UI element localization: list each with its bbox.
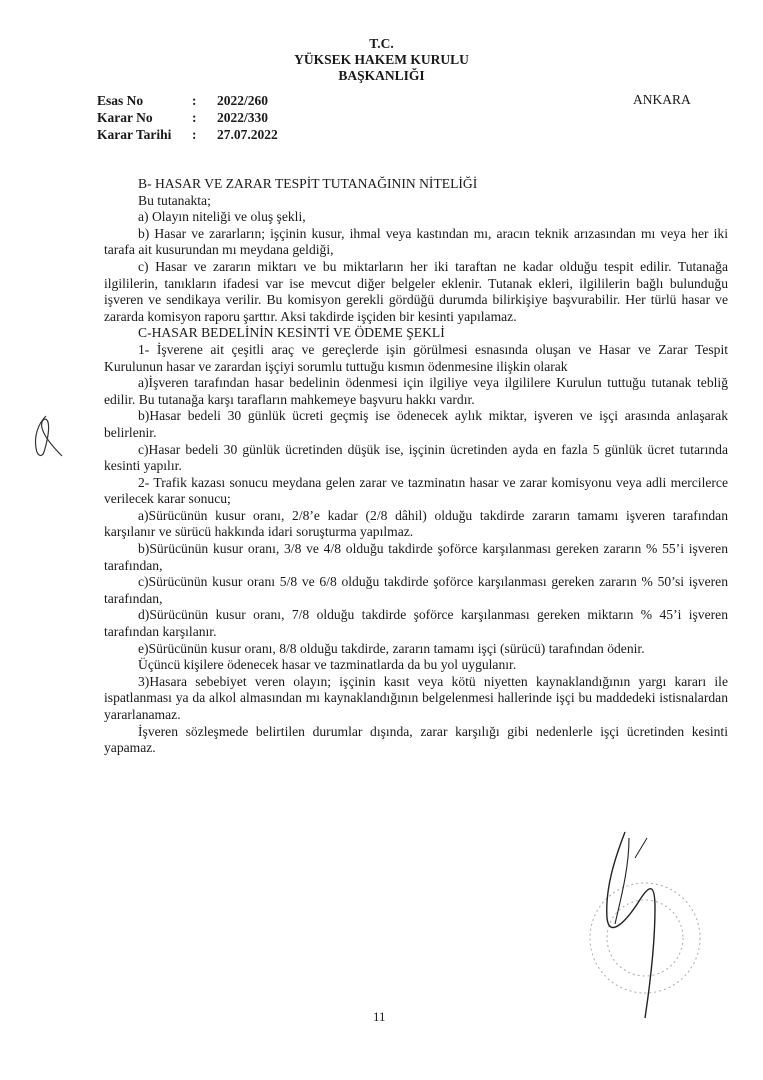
meta-value: 2022/260 [217,93,269,108]
margin-initial-signature [28,412,68,467]
meta-value: 2022/330 [217,110,269,125]
city: ANKARA [633,92,691,107]
paragraph: b) Hasar ve zararların; işçinin kusur, ihmal veya kastından mı, aracın teknik arızasından mı veya her iki tarafa ait kusurundan mı meydana geldiği, [104,225,728,258]
document-header [0,36,763,84]
meta-row-karar [97,109,278,126]
meta-colon: : [192,127,197,142]
paragraph: 2- Trafik kazası sonucu meydana gelen zarar ve tazminatın hasar ve zarar komisyonu veya adli mercilerce verilecek karar sonucu; [104,474,728,507]
paragraph: Bu tutanakta; [138,192,211,208]
paragraph: b)Hasar bedeli 30 günlük ücreti geçmiş ise ödenecek aylık miktar, işveren ve işçi arasında anlaşarak belirlenir. [104,408,728,440]
signature-with-stamp [585,828,715,1028]
paragraph: b)Sürücünün kusur oranı, 3/8 ve 4/8 olduğu takdirde şoförce karşılanması gereken zararın % 55’i işveren tarafından, [104,541,728,573]
meta-row-esas [97,92,278,109]
meta-row-tarih [97,126,278,143]
meta-label: Karar No [97,110,153,125]
paragraph: c)Hasar bedeli 30 günlük ücretinden düşük ise, işçinin ücretinden ayda en fazla 5 günlük ücret tutarında kesinti yapılır. [104,441,728,474]
meta-label: Esas No [97,93,144,108]
meta-value: 27.07.2022 [217,127,278,142]
meta-colon: : [192,93,197,108]
meta-label: Karar Tarihi [97,127,172,142]
header-institution: YÜKSEK HAKEM KURULU [294,52,469,67]
paragraph: c)Sürücünün kusur oranı 5/8 ve 6/8 olduğu takdirde şoförce karşılanması gereken zararın % 50’si işveren tarafından, [104,574,728,606]
section-heading: C-HASAR BEDELİNİN KESİNTİ VE ÖDEME ŞEKLİ [138,325,445,341]
paragraph: Üçüncü kişilere ödenecek hasar ve tazminatlarda da bu yol uygulanır. [138,657,517,673]
paragraph: a)İşveren tarafından hasar bedelinin ödenmesi için ilgiliye veya ilgililere Kurulun tuttuğu tutanak tebliğ edilir. Bu tutanağa karşı tarafların mahkemeye başvuru hakkı vardır. [104,375,728,407]
paragraph: e)Sürücünün kusur oranı, 8/8 olduğu takdirde, zararın tamamı işçi (sürücü) tarafından ödenir. [138,640,645,656]
paragraph: 3)Hasara sebebiyet veren olayın; işçinin kasıt veya kötü niyetten kaynaklandığının yargı kararı ile ispatlanması ya da alkol almasından mı kaynaklandığının belgelenmesi hallerinde işçi bu maddedeki istisnalardan yararlanamaz. [104,673,728,722]
paragraph: İşveren sözleşmede belirtilen durumlar dışında, zarar karşılığı gibi nedenlerle işçi ücretinden kesinti yapamaz. [104,723,728,756]
header-tc: T.C. [369,36,394,51]
page-number: 11 [373,1009,386,1024]
meta-colon: : [192,110,197,125]
case-meta [97,92,278,143]
paragraph: a)Sürücünün kusur oranı, 2/8’e kadar (2/8 dâhil) olduğu takdirde zararın tamamı işveren tarafından karşılanır ve sürücü hakkında idari soruşturma yapılmaz. [104,507,728,540]
header-office: BAŞKANLIĞI [338,68,425,83]
paragraph: a) Olayın niteliği ve oluş şekli, [138,209,306,225]
document-body [104,176,728,757]
paragraph: 1- İşverene ait çeşitli araç ve gereçlerde işin görülmesi esnasında oluşan ve Hasar ve Zarar Tespit Kurulunun hasar ve zarardan işçiyi sorumlu tuttuğu kısmın ödenmesine ilişkin olarak [104,341,728,374]
paragraph: d)Sürücünün kusur oranı, 7/8 olduğu takdirde şoförce karşılanması gereken miktarın % 45’i işveren tarafından karşılanır. [104,607,728,640]
paragraph: c) Hasar ve zararın miktarı ve bu miktarların her iki taraftan ne kadar olduğu tespit edilir. Tutanağa ilgililerin, tanıkların ifadesi var ise mevcut diğer belgeler eklenir. Tutanak ekleri, ilgililerin bağlı bulunduğu işveren ve sendikaya verilir. Bu komisyon gerekli gördüğü durumda bilirkişiye başvurabilir. Her türlü hasar ve zararda komisyon raporu şarttır. Aksi takdirde işçiden bir kesinti yapılamaz. [104,258,728,324]
section-heading: B- HASAR VE ZARAR TESPİT TUTANAĞININ NİTELİĞİ [138,176,478,191]
